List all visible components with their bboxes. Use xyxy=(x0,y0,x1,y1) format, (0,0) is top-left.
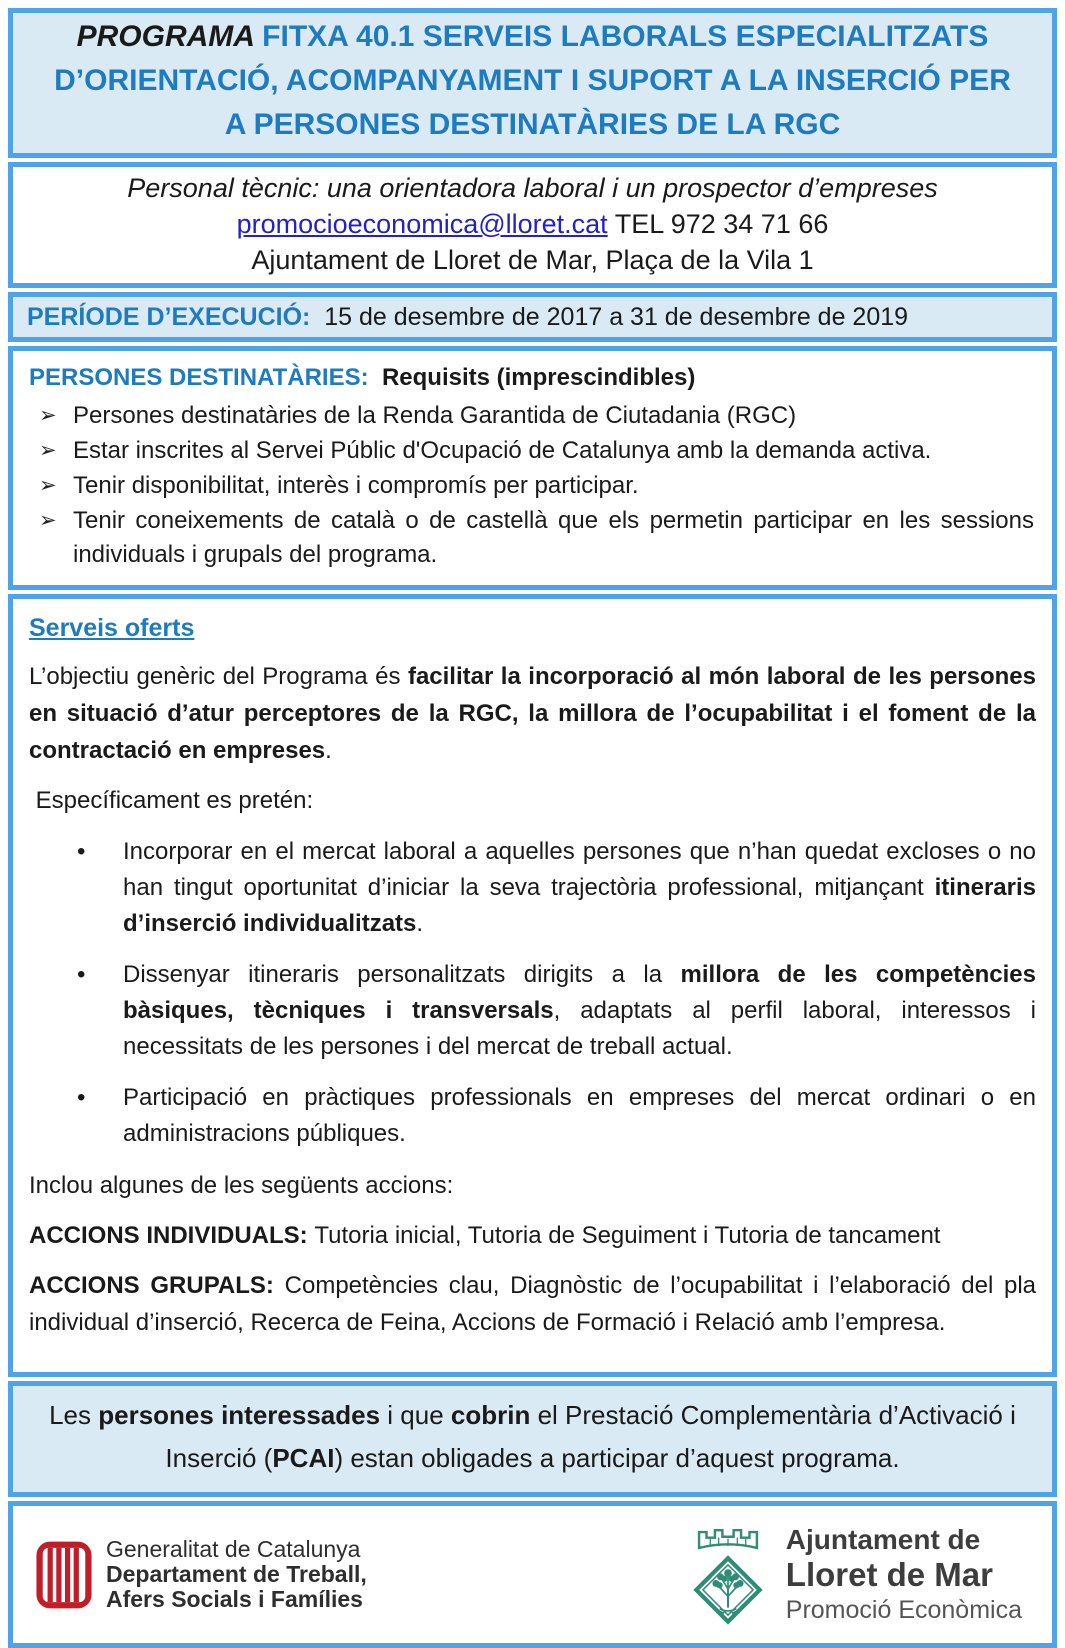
contact-box xyxy=(8,162,1057,288)
text-run: i que xyxy=(380,1400,451,1430)
lloret-line1: Ajuntament de xyxy=(785,1524,981,1555)
services-box xyxy=(8,594,1057,1377)
text-run: PERÍODE D’EXECUCIÓ: xyxy=(27,303,311,331)
period-banner xyxy=(8,292,1057,342)
text-run: Competències clau, Diagnòstic de l’ocupabilitat i l’elaboració del pla individual d’inserció, Recerca de Feina, Accions de Formació i Relació amb l’empresa. xyxy=(29,1272,1037,1336)
gencat-line1: Generalitat de Catalunya xyxy=(106,1536,361,1562)
bullet-icon: ➢ xyxy=(39,509,57,532)
crown-icon xyxy=(699,1530,757,1548)
lloret-line2: Lloret de Mar xyxy=(785,1556,993,1593)
list-item xyxy=(29,504,1036,572)
text-run: , adaptats al perfil laboral, interessos i necessitats de les persones i del mercat de treball actual. xyxy=(123,997,1036,1060)
list-item xyxy=(77,957,1036,1065)
list-item-text xyxy=(123,834,1036,942)
bullet-icon: ➢ xyxy=(39,439,57,462)
bullet-icon: ➢ xyxy=(39,474,57,497)
text-run: FITXA 40.1 SERVEIS LABORALS ESPECIALITZATS D’ORIENTACIÓ, ACOMPANYAMENT I SUPORT A LA INSERCIÓ PER A PERSONES DESTINATÀRIES DE LA RGC xyxy=(54,20,1011,141)
text-run: L’objectiu genèric del Programa és xyxy=(29,663,408,690)
title-box xyxy=(8,8,1057,158)
lloret-text xyxy=(786,1523,1022,1626)
text-run: TEL 972 34 71 66 xyxy=(607,209,829,239)
text-run: Tutoria inicial, Tutoria de Seguiment i Tutoria de tancament xyxy=(314,1222,941,1249)
recipients-box xyxy=(8,346,1057,590)
text-run: itineraris d’inserció individualitzats xyxy=(123,874,1036,937)
list-item-text xyxy=(123,957,1036,1065)
email-link[interactable]: promocioeconomica@lloret.cat xyxy=(236,209,608,239)
text-run: 15 de desembre de 2017 a 31 de desembre de 2019 xyxy=(310,303,909,331)
gencat-line3: Afers Socials i Famílies xyxy=(106,1586,363,1612)
services-lead: Específicament es pretén: xyxy=(29,787,314,814)
bullet-icon: • xyxy=(77,1084,86,1111)
individual-actions xyxy=(29,1217,1036,1254)
lloret-logo xyxy=(686,1516,1022,1634)
contact-staff-line xyxy=(23,170,1042,206)
text-run: ) estan obligades a participar d’aquest programa. xyxy=(334,1443,900,1473)
list-item-text xyxy=(73,469,1036,503)
services-list xyxy=(77,834,1036,1152)
lloret-line3: Promoció Econòmica xyxy=(785,1596,1022,1624)
text-run: Participació en pràctiques professionals en empreses del mercat ordinari o en administracions públiques. xyxy=(123,1084,1036,1147)
text-run: facilitar la incorporació al món laboral de les persones en situació d’atur perceptores de la RGC, la millora de l’ocupabilitat i el foment de la contractació en empreses xyxy=(29,663,1036,764)
text-run: Tenir disponibilitat, interès i compromís per participar. xyxy=(73,472,639,499)
recipients-heading xyxy=(29,361,1036,395)
gencat-emblem-icon xyxy=(35,1539,93,1611)
list-item-text xyxy=(123,1080,1036,1152)
text-run: . xyxy=(416,910,424,937)
text-run: Ajuntament de Lloret de Mar, Plaça de la Vila 1 xyxy=(251,245,814,275)
text-run: Requisits (imprescindibles) xyxy=(368,364,696,391)
gencat-logo xyxy=(35,1537,367,1612)
lloret-emblem-icon xyxy=(686,1516,770,1634)
text-run: Tenir coneixements de català o de castellà que els permetin participar en les sessions individuals i grupals del programa. xyxy=(73,507,1034,568)
text-run: Personal tècnic: una orientadora laboral i un prospector d’empreses xyxy=(127,173,938,203)
period-text xyxy=(27,301,1038,333)
group-actions xyxy=(29,1267,1036,1341)
list-item xyxy=(29,399,1036,433)
page-title xyxy=(43,15,1022,147)
text-run: millora de les competències bàsiques, tècniques i transversals xyxy=(123,961,1036,1024)
contact-email-line xyxy=(23,206,1042,242)
text-run: Persones destinatàries de la Renda Garantida de Ciutadania (RGC) xyxy=(73,402,797,429)
text-run: ACCIONS GRUPALS: xyxy=(29,1272,285,1299)
text-run: PROGRAMA xyxy=(76,20,263,53)
list-item xyxy=(29,434,1036,468)
text-run: cobrin xyxy=(450,1400,531,1430)
services-heading-text: Serveis oferts xyxy=(29,614,195,642)
bullet-icon: • xyxy=(77,838,86,865)
list-item-text xyxy=(73,434,1036,468)
list-item xyxy=(77,834,1036,942)
list-item xyxy=(77,1080,1036,1152)
gencat-line2: Departament de Treball, xyxy=(106,1561,367,1587)
text-run: Estar inscrites al Servei Públic d'Ocupació de Catalunya amb la demanda activa. xyxy=(73,437,932,464)
text-run: Incorporar en el mercat laboral a aquelles persones que n’han quedat excloses o no han tingut oportunitat d’iniciar la seva trajectòria professional, mitjançant xyxy=(123,838,1036,901)
services-intro xyxy=(29,658,1036,769)
list-item-text xyxy=(73,399,1036,433)
text-run: persones interessades xyxy=(98,1400,381,1430)
text-run: PCAI xyxy=(272,1443,335,1473)
notice-box xyxy=(8,1381,1057,1497)
text-run: PERSONES DESTINATÀRIES: xyxy=(29,364,369,391)
notice-text xyxy=(47,1394,1018,1480)
services-includes: Inclou algunes de les següents accions: xyxy=(29,1172,454,1199)
text-run: . xyxy=(325,737,332,764)
text-run: el Prestació Complementària d’Activació i Inserció ( xyxy=(165,1400,1016,1473)
services-heading xyxy=(29,611,1036,645)
gencat-text xyxy=(106,1537,367,1612)
list-item xyxy=(29,469,1036,503)
list-item-text xyxy=(73,504,1036,572)
recipients-list xyxy=(29,399,1036,572)
bullet-icon: ➢ xyxy=(39,404,57,427)
contact-address-line xyxy=(23,242,1042,278)
text-run: Les xyxy=(49,1400,99,1430)
bullet-icon: • xyxy=(77,961,86,988)
text-run: Dissenyar itineraris personalitzats dirigits a la xyxy=(123,961,681,988)
text-run: ACCIONS INDIVIDUALS: xyxy=(29,1222,315,1249)
footer-box xyxy=(8,1501,1057,1648)
